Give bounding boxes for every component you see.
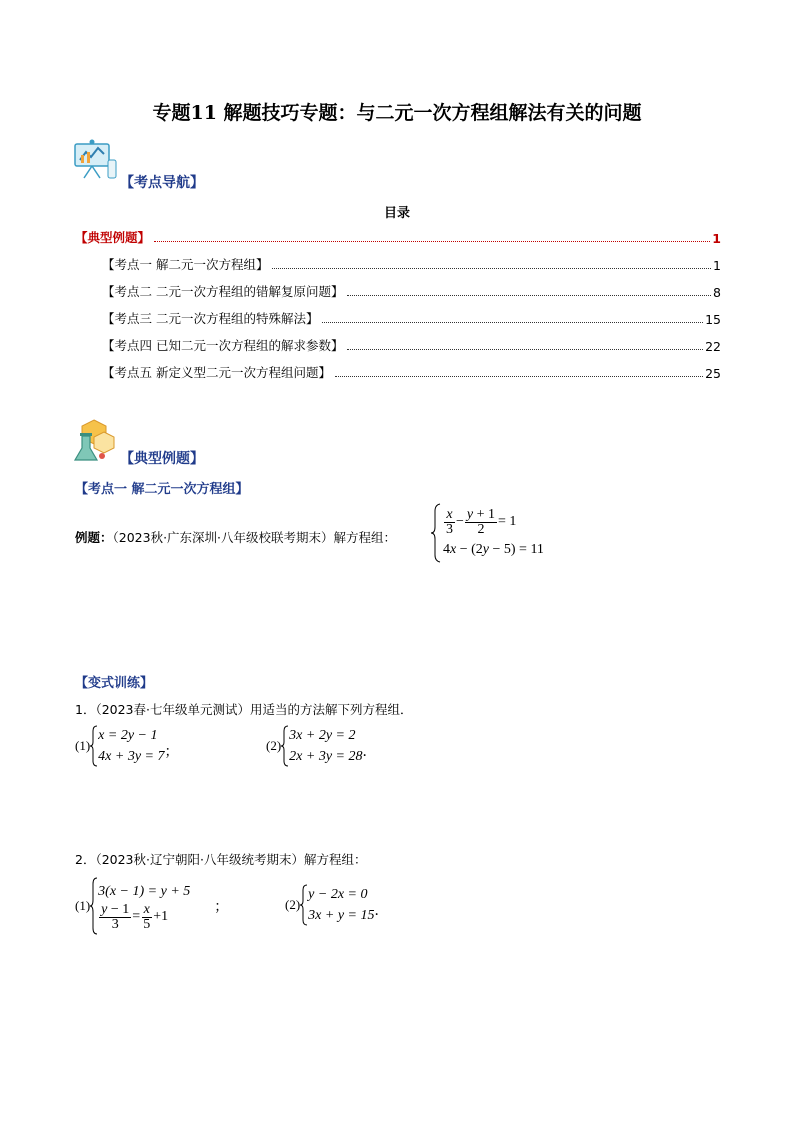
presentation-board-icon xyxy=(72,138,118,180)
q1-part1-system: (1) x = 2y − 1 4x + 3y = 7 ； xyxy=(75,725,179,767)
q2-part1-system: (1) 3(x − 1) = y + 5 $\frac{y - 1}{3}$ = $\frac{x}{5}$ +1 ； xyxy=(75,876,228,936)
question-2-text: 2．（2023秋·辽宁朝阳·八年级统考期末）解方程组： xyxy=(75,852,367,867)
brace-icon xyxy=(431,503,441,563)
question-1-text: 1．（2023春·七年级单元测试）用适当的方法解下列方程组． xyxy=(75,702,413,717)
example-equation-system: $\frac{x}{3}$ − $\frac{y + 1}{2}$ = 1 4x − (2y − 5) = 11 xyxy=(431,502,544,564)
toc-entry-point2[interactable]: 【考点二 二元一次方程组的错解复原问题】 8 xyxy=(102,284,721,300)
toc-title: 目录 xyxy=(383,206,410,221)
q1-part2-system: (2) 3x + 2y = 2 2x + 3y = 28 ． xyxy=(266,725,377,767)
point1-heading: 【考点一 解二元一次方程组】 xyxy=(75,482,249,497)
lab-flask-icon xyxy=(72,418,118,464)
nav-heading: 【考点导航】 xyxy=(120,175,204,191)
page-title: 专题11 解题技巧专题：与二元一次方程组解法有关的问题 xyxy=(152,102,642,124)
toc-entry-point1[interactable]: 【考点一 解二元一次方程组】 1 xyxy=(102,257,721,273)
brace-icon xyxy=(90,877,98,935)
brace-icon xyxy=(281,725,289,767)
brace-icon xyxy=(300,884,308,926)
toc-entry-examples[interactable]: 【典型例题】 1 xyxy=(75,230,721,246)
q2-part2-system: (2) y − 2x = 0 3x + y = 15 ． xyxy=(285,884,389,926)
toc-entry-point3[interactable]: 【考点三 二元一次方程组的特殊解法】 15 xyxy=(102,311,721,327)
practice-heading: 【变式训练】 xyxy=(75,676,154,691)
toc-entry-point5[interactable]: 【考点五 新定义型二元一次方程组问题】 25 xyxy=(102,365,721,381)
brace-icon xyxy=(90,725,98,767)
examples-heading: 【典型例题】 xyxy=(120,451,204,467)
toc-entry-point4[interactable]: 【考点四 已知二元一次方程组的解求参数】 22 xyxy=(102,338,721,354)
example-question: 例题：（2023秋·广东深圳·八年级校联考期末）解方程组： xyxy=(75,530,397,545)
